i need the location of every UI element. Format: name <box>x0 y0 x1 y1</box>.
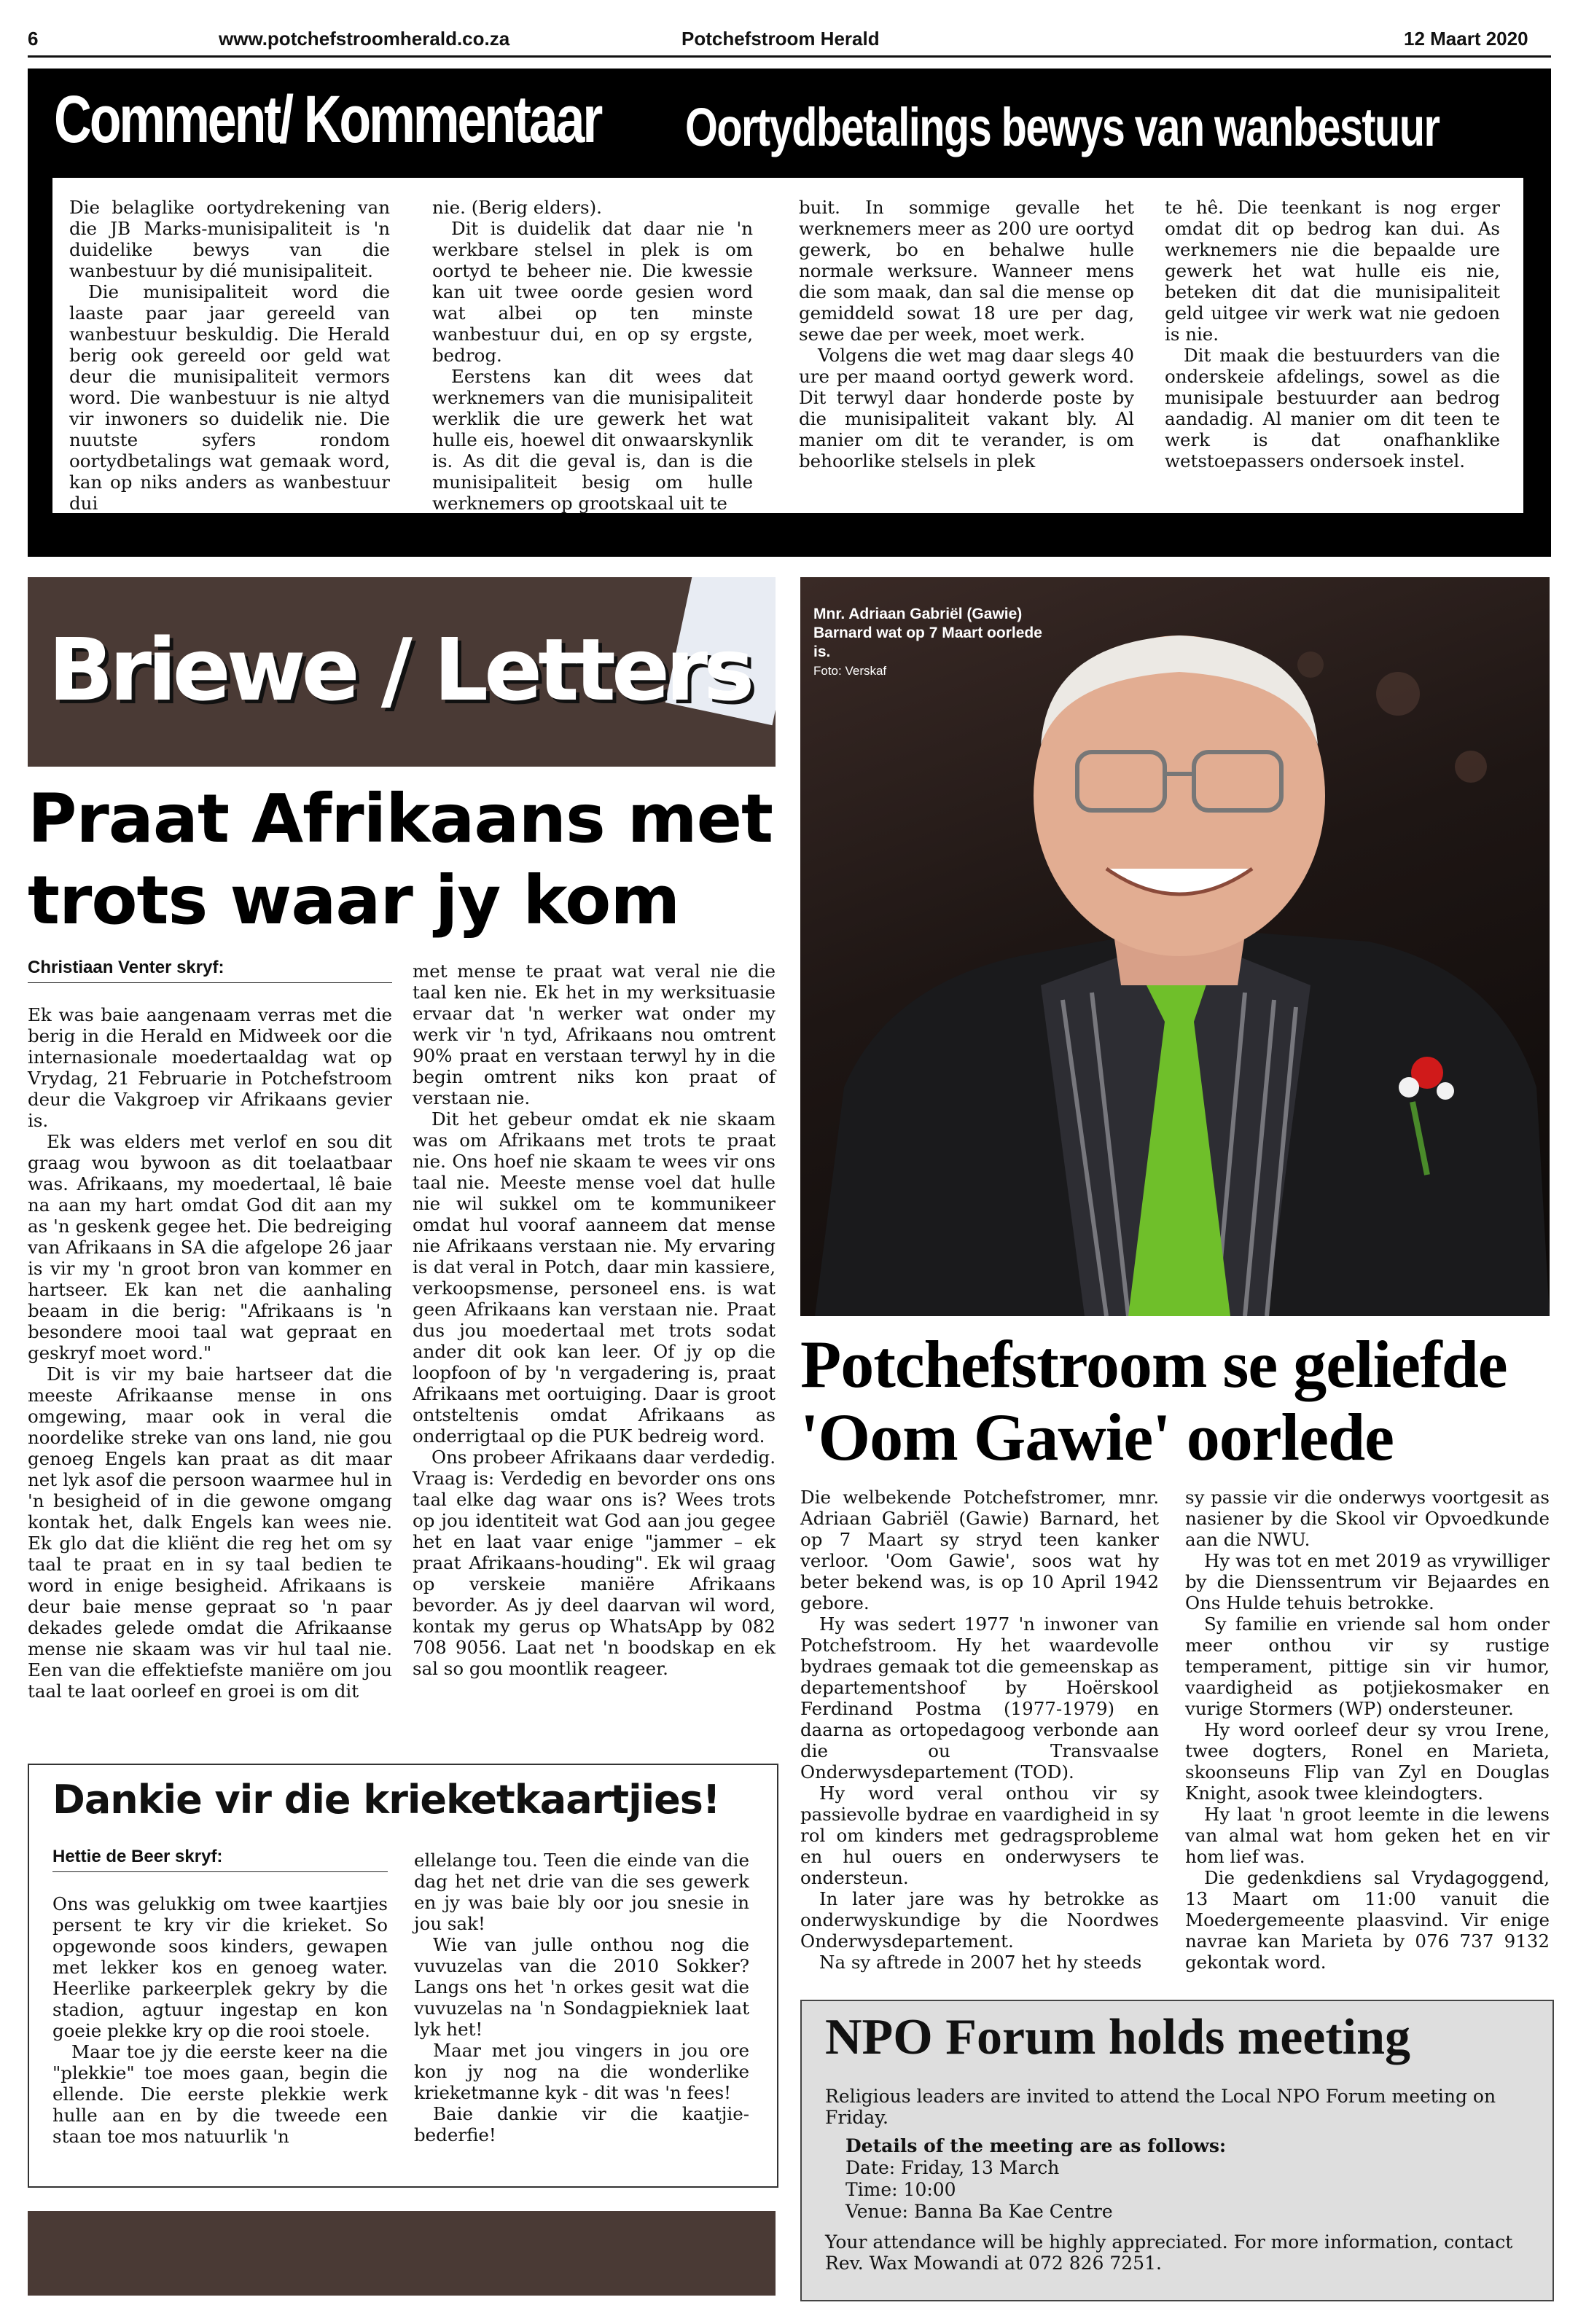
issue-date: 12 Maart 2020 <box>1404 28 1528 50</box>
comment-paragraph: buit. In sommige gevalle het werknemers meer as 200 ure oortyd gewerk, bo en behalwe hulle normale werksure. Wanneer mens die som maak, dan sal die mense op gemiddeld sowat 18 ure per dag, sewe dae per week, moet werk. <box>799 197 1134 345</box>
comment-column-2 <box>432 197 753 514</box>
letter-paragraph: met mense te praat wat veral nie die taal ken nie. Ek het in my werksituasie ervaar dat 'n werker wat onder my werk vir 'n tyd, Afrikaans nou omtrent 90% praat en verstaan terwyl hy in die begin omtrent niks kon praat of verstaan nie. <box>413 960 776 1108</box>
comment-paragraph: Dit is duidelik dat daar nie 'n werkbare stelsel in plek is om oortyd te beheer nie. Die kwessie kan uit twee oorde gesien word wat albei op ten minste wanbestuur dui, en op sy ergste, bedrog. <box>432 218 753 366</box>
comment-headline: Oortydbetalings bewys van wanbestuur <box>685 97 1440 157</box>
letter-column-1 <box>28 1004 392 1702</box>
cricket-headline: Dankie vir die krieketkaartjies! <box>52 1777 720 1823</box>
obituary-paragraph: Hy was sedert 1977 'n inwoner van Potchefstroom. Hy het waardevolle bydraes gemaak tot die gemeenskap as departementshoof by Hoërskool Ferdinand Postma (1977-1979) en daarna as ortopedagoog verbonde aan die ou Transvaalse Onderwysdepartement (TOD). <box>800 1613 1159 1783</box>
comment-paragraph: Eerstens kan dit wees dat werknemers van die munisipaliteit werklik die ure gewerk het wat hulle eis, hoewel dit onwaarskynlik is. As dit die geval is, dan is die munisipaliteit besig om hulle werknemers op grootskaal uit te <box>432 366 753 514</box>
portrait-illustration <box>800 577 1550 1316</box>
letter-paragraph: Dit het gebeur omdat ek nie skaam was om Afrikaans met trots te praat nie. Ons hoef nie skaam te wees vir ons taal nie. Meeste mense voel dat hulle nie wil sukkel om te kommunikeer omdat hul vooraf aanneem dat mense nie Afrikaans verstaan nie. My ervaring is dat veral in Potch, daar min kassiere, verkoopsmense, personeel ens. is wat geen Afrikaans kan verstaan nie. Praat dus jou moedertaal met trots sodat ander dit ook kan leer. Of jy op die loopfoon of by 'n vergadering is, praat Afrikaans met oortuiging. Daar is groot ontsteltenis omdat Afrikaans as onderrigtaal op die PUK bedreig word. <box>413 1108 776 1447</box>
obituary-paragraph: Hy laat 'n groot leemte in die lewens van almal wat hom geken het en vir hom lief was. <box>1185 1804 1550 1867</box>
obituary-headline: Potchefstroom se geliefde 'Oom Gawie' oorlede <box>800 1327 1507 1474</box>
obituary-paragraph: Die welbekende Potchefstromer, mnr. Adriaan Gabriël (Gawie) Barnard, het op 7 Maart sy stryd teen kanker verloor. 'Oom Gawie', soos wat hy beter bekend was, is op 10 April 1942 gebore. <box>800 1487 1159 1613</box>
cricket-paragraph: Maar met jou vingers in jou ore kon jy nog na die wonderlike krieketmanne kyk - dit was 'n fees! <box>414 2040 749 2103</box>
cricket-paragraph: ellelange tou. Teen die einde van die dag het net drie van die ses gewerk en jy was baie bly oor jou snesie in jou sak! <box>414 1850 749 1934</box>
letter-paragraph: Ek was baie aangenaam verras met die berig in die Herald en Midweek oor die internasionale moedertaaldag wat op Vrydag, 21 Februarie in Potchefstroom deur die Vakgroep vir Afrikaans gevier is. <box>28 1004 392 1131</box>
cricket-paragraph: Maar toe jy die eerste keer na die "plekkie" toe moes gaan, begin die ellende. Die eerste plekkie werk hulle aan en by die tweede een staan toe mos natuurlik 'n <box>52 2041 388 2147</box>
obituary-paragraph: Hy word oorleef deur sy vrou Irene, twee dogters, Ronel en Marieta, skoonseuns Flip van Zyl en Douglas Knight, asook twee kleindogters. <box>1185 1719 1550 1804</box>
letter-paragraph: Ons probeer Afrikaans daar verdedig. Vraag is: Verdedig en bevorder ons ons taal elke dag waar ons is? Wees trots op jou identiteit wat God aan jou gegee het en laat vaar enige "jammer – ek praat Afrikaans-houding". Ek wil graag op verskeie maniëre Afrikaans bevorder. As jy deel daarvan wil word, kontak my gerus op WhatsApp by 082 708 9056. Laat net 'n boodskap en ek sal so gou moontlik reageer. <box>413 1447 776 1679</box>
npo-venue: Venue: Banna Ba Kae Centre <box>845 2201 1113 2222</box>
npo-closing: Your attendance will be highly appreciated. For more information, contact Rev. Wax Mowandi at 072 826 7251. <box>825 2231 1513 2274</box>
photo-credit: Foto: Verskaf <box>813 664 887 678</box>
comment-paragraph: Die munisipaliteit word die laaste paar jaar gereeld van wanbestuur beskuldig. Die Herald berig ook gereeld oor geld wat deur die munisipaliteit vermors word. Die wanbestuur is nie altyd vir inwoners so duidelik nie. Die nuutste syfers rondom oortydbetalings wat gemaak word, kan op niks anders as wanbestuur dui <box>69 281 390 514</box>
photo-caption <box>813 605 1047 681</box>
page-number: 6 <box>28 28 39 50</box>
cricket-column-2 <box>414 1850 749 2145</box>
obituary-paragraph: Hy word veral onthou vir sy passievolle bydrae en vaardigheid in sy rol om kinders met gedragsprobleme en hul ouers en onderwysers te ondersteun. <box>800 1783 1159 1888</box>
letters-section-title: Briewe / Letters <box>48 619 751 720</box>
letter-column-2 <box>413 960 776 1679</box>
comment-paragraph: Volgens die wet mag daar slegs 40 ure per maand oortyd gewerk word. Dit terwyl daar honderde poste by die munisipaliteit vakant bly. Al manier om dit te verander, is om behoorlike stelsels in plek <box>799 345 1134 472</box>
obituary-paragraph: Hy was tot en met 2019 as vrywilliger by die Dienssentrum vir Bejaardes en Ons Hulde tehuis betrokke. <box>1185 1550 1550 1613</box>
letter-paragraph: Dit is vir my baie hartseer dat die meeste Afrikaanse mense in ons omgewing, maar ook in veral die noordelike streke van ons land, nie gou genoeg Engels kan praat as dit maar net lyk asof die persoon waarmee hul in 'n besigheid of in die gewone omgang kontak het, dalk Engels kan wees nie. Ek glo dat die kliënt die reg het om sy taal te praat en in sy taal bedien te word in enige besigheid. Afrikaans is deur baie mense gepraat so 'n paar dekades gelede omdat die Afrikaanse mense nie skaam was vir hul taal nie. Een van die effektiefste maniëre om jou taal te laat oorleef en groei is om dit <box>28 1364 392 1702</box>
header-divider <box>28 55 1551 58</box>
npo-intro: Religious leaders are invited to attend the Local NPO Forum meeting on Friday. <box>825 2086 1496 2128</box>
comment-column-3 <box>799 197 1134 472</box>
letter-headline: Praat Afrikaans met trots waar jy kom <box>28 780 773 939</box>
npo-date: Date: Friday, 13 March <box>845 2157 1060 2178</box>
cricket-paragraph: Baie dankie vir die kaatjie-bederfie! <box>414 2103 749 2145</box>
comment-section-title: Comment/ Kommentaar <box>54 82 601 157</box>
comment-paragraph: Dit maak die bestuurders van die onderskeie afdelings, sowel as die munisipale bestuurder aan bedrog aandadig. Al manier om dit teen te werk is dat onafhanklike wetstoepassers ondersoek instel. <box>1165 345 1500 472</box>
letter-paragraph: Ek was elders met verlof en sou dit graag wou bywoon as dit toelaatbaar was. Afrikaans, my moedertaal, lê baie na aan my hart omdat God dit aan my as 'n geskenk gegee het. Die bedreiging van Afrikaans in SA die afgelope 26 jaar is vir my 'n groot bron van kommer en hartseer. Ek kan net die aanhaling beaam in die berig: "Afrikaans is 'n besondere mooi taal wat gepraat en geskryf moet word." <box>28 1131 392 1364</box>
obituary-paragraph: In later jare was hy betrokke as onderwyskundige by die Noordwes Onderwysdepartement. <box>800 1888 1159 1952</box>
paper-name: Potchefstroom Herald <box>681 28 880 50</box>
website-url[interactable]: www.potchefstroomherald.co.za <box>219 28 510 50</box>
obituary-paragraph: Die gedenkdiens sal Vrydagoggend, 13 Maart om 11:00 vanuit die Moedergemeente plaasvind. Vir enige navrae kan Marieta by 076 737 9132 gekontak word. <box>1185 1867 1550 1973</box>
comment-column-1 <box>69 197 390 514</box>
npo-headline: NPO Forum holds meeting <box>825 2009 1411 2065</box>
comment-paragraph: nie. (Berig elders). <box>432 197 602 218</box>
obituary-column-2 <box>1185 1487 1550 1973</box>
letter-byline: Christiaan Venter skryf: <box>28 958 392 983</box>
obituary-paragraph: Sy familie en vriende sal hom onder meer onthou vir sy rustige temperament, pittige sin vir humor, vaardigheid as potjiekosmaker en vurige Stormers (WP) ondersteuner. <box>1185 1613 1550 1719</box>
obituary-column-1 <box>800 1487 1159 1973</box>
cricket-paragraph: Wie van julle onthou nog die vuvuzelas van die 2010 Sokker? Langs ons het 'n orkes gesit wat die vuvuzelas na 'n Sondagpiekniek laat lyk het! <box>414 1934 749 2040</box>
cricket-column-1 <box>52 1893 388 2147</box>
obituary-paragraph: Na sy aftrede in 2007 het hy steeds <box>819 1952 1142 1973</box>
npo-details-label: Details of the meeting are as follows: <box>845 2135 1227 2156</box>
bottom-decorative-bar <box>28 2211 776 2296</box>
portrait-photo <box>800 577 1550 1316</box>
npo-time: Time: 10:00 <box>845 2179 956 2200</box>
obituary-paragraph: sy passie vir die onderwys voortgesit as nasiener by die Skool vir Opvoedkunde aan die NWU. <box>1185 1487 1550 1550</box>
cricket-paragraph: Ons was gelukkig om twee kaartjies persent te kry vir die krieket. So opgewonde soos kinders, gewapen met lekker kos en genoeg water. Heerlike parkeerplek gekry by die stadion, agtuur ingestap en kon goeie plekke kry op die rooi stoele. <box>52 1893 388 2041</box>
comment-paragraph: Die belaglike oortydrekening van die JB Marks-munisipaliteit is 'n duidelike bewys van die wanbestuur by dié munisipaliteit. <box>69 197 390 281</box>
comment-paragraph: te hê. Die teenkant is nog erger omdat dit op bedrog kan dui. As werknemers nie die bepaalde ure gewerk het wat hulle eis nie, beteken dit dat die munisipaliteit geld uitgee vir werk wat nie gedoen is nie. <box>1165 197 1500 345</box>
photo-caption-text: Mnr. Adriaan Gabriël (Gawie) Barnard wat op 7 Maart oorlede is. <box>813 606 1042 660</box>
comment-column-4 <box>1165 197 1500 472</box>
cricket-byline: Hettie de Beer skryf: <box>52 1847 388 1872</box>
